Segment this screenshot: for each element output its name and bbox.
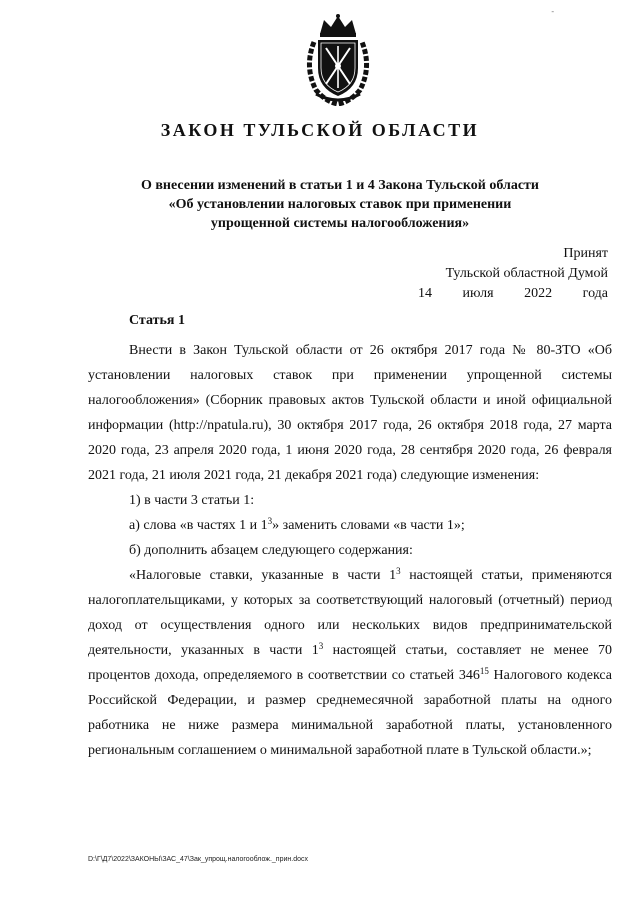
law-title: ЗАКОН ТУЛЬСКОЙ ОБЛАСТИ [160, 120, 480, 140]
item-a-superscript: 3 [267, 516, 273, 526]
adoption-day: 14 [418, 286, 432, 301]
subtitle-line-3: упрощенной системы налогообложения» [210, 216, 470, 231]
adoption-block [418, 244, 608, 304]
quote-part-4: Налогового кодекса Российской Федерации, и размер среднемесячной заработной платы на одного работника не ниже размера минимальной заработной платы, установленного региональным соглашением о минимальной заработной плате в Тульской области.»; [88, 668, 613, 758]
subtitle-line-2: «Об установлении налоговых ставок при применении [168, 197, 512, 212]
adoption-date [418, 284, 608, 304]
article-1-heading: Статья 1 [129, 313, 185, 328]
adoption-year-word: года [582, 286, 608, 301]
article-1-item-1: 1) в части 3 статьи 1: [129, 493, 255, 508]
file-path-footer: D:\Г\Д7\2022\ЗАКОНЫ\ЗАС_47\Зак_упрощ.налогооблож._прин.docx [88, 856, 308, 863]
adoption-year: 2022 [524, 286, 553, 301]
article-1-item-a [88, 513, 612, 538]
law-subtitle [60, 176, 620, 233]
tula-region-coat-of-arms-icon [302, 12, 374, 106]
quote-part-3: настоящей статьи, составляет не менее 70 процентов дохода, определяемого в соответствии со статьей 346 [88, 643, 612, 683]
quote-part-1: «Налоговые ставки, указанные в части 1 [129, 568, 397, 583]
quote-superscript-1: 3 [396, 566, 401, 576]
quote-superscript-3: 15 [479, 666, 489, 676]
adoption-month: июля [462, 286, 494, 301]
article-1-body [88, 338, 612, 763]
article-1-quote [88, 563, 612, 763]
article-1-paragraph-1: Внести в Закон Тульской области от 26 октября 2017 года № 80-ЗТО «Об установлении налоговых ставок при применении упрощенной системы налогообложения» (Сборник правовых актов Тульской области и иной официальной информации (http://npatula.ru), 30 октября 2017 года, 26 октября 2018 года, 27 марта 2020 года, 23 апреля 2020 года, 1 июня 2020 года, 28 сентября 2020 года, 26 февраля 2021 года, 21 июля 2021 года, 21 декабря 2021 года) следующие изменения: [88, 343, 612, 483]
item-a-text-end: » заменить словами «в части 1»; [272, 518, 465, 533]
corner-mark: - [551, 7, 554, 16]
quote-superscript-2: 3 [318, 641, 324, 651]
item-a-text-start: а) слова «в частях 1 и 1 [129, 518, 268, 533]
quote-part-2: настоящей статьи, применяются налогоплательщиками, у которых за соответствующий налоговый (отчетный) период доход от осуществления одного или нескольких видов предпринимательской деятельности, указанных в части 1 [88, 568, 612, 658]
subtitle-line-1: О внесении изменений в статьи 1 и 4 Закона Тульской области [140, 178, 539, 193]
adopted-by: Тульской областной Думой [445, 266, 608, 281]
adopted-label: Принят [563, 246, 608, 261]
article-1-item-b: б) дополнить абзацем следующего содержания: [129, 543, 413, 558]
